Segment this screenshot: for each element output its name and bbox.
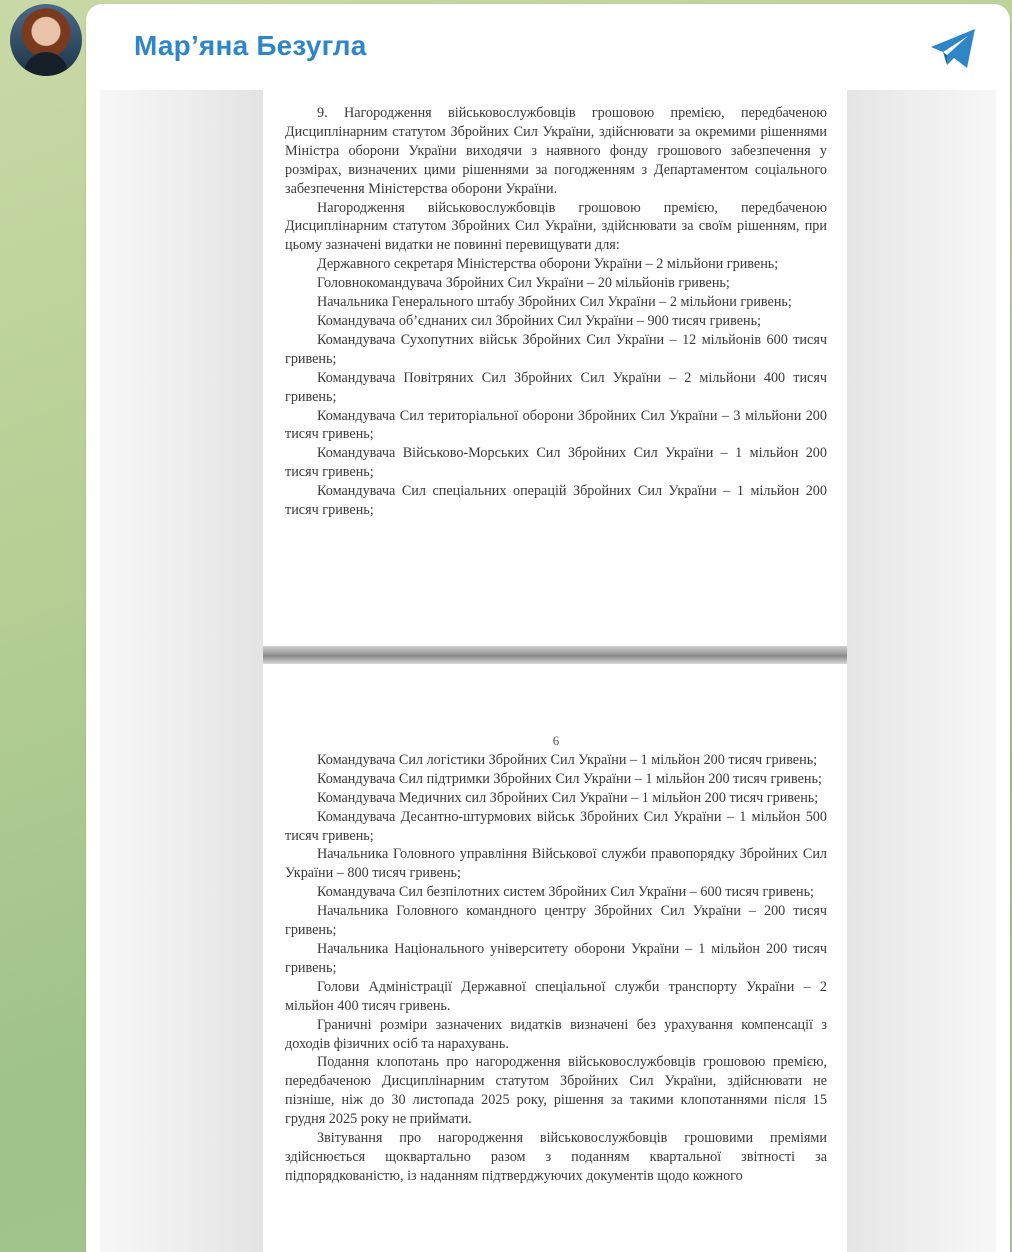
doc-paragraph: Начальника Головного командного центру Збройних Сил України – 200 тисяч гривень; xyxy=(285,903,827,939)
message-header xyxy=(86,4,1010,90)
doc-paragraph: 9. Нагородження військовослужбовців грошовою премією, передбаченою Дисциплінарним статутом Збройних Сил України, здійснювати за окремими рішеннями Міністра оборони України виходячи з наявного фонду грошового забезпечення у розмірах, визначених цими рішеннями за погодженням з Департаментом соціального забезпечення Міністерства оборони України. xyxy=(285,105,827,197)
doc-paragraph: Державного секретаря Міністерства оборони України – 2 мільйони гривень; xyxy=(317,256,779,273)
doc-paragraph: Командувача Сил спеціальних операцій Збройних Сил України – 1 мільйон 200 тисяч гривень; xyxy=(285,483,827,519)
doc-paragraph: Командувача Сил логістики Збройних Сил України – 1 мільйон 200 тисяч гривень; xyxy=(317,751,818,768)
doc-paragraph: Командувача Сил підтримки Збройних Сил України – 1 мільйон 200 тисяч гривень; xyxy=(317,770,822,787)
doc-paragraph: Звітування про нагородження військовослужбовців грошовими преміями здійснюється щоквартально разом з поданням квартальної звітності за підпорядкованістю, із наданням підтверджуючих документів щодо кожного xyxy=(285,1130,827,1184)
photo-blur-left xyxy=(100,90,264,1252)
doc-paragraph: Командувача Повітряних Сил Збройних Сил України – 2 мільйони 400 тисяч гривень; xyxy=(285,369,827,405)
photo-blur-right xyxy=(832,90,996,1252)
doc-paragraph: Командувача об’єднаних сил Збройних Сил України – 900 тисяч гривень; xyxy=(317,312,762,329)
channel-avatar[interactable] xyxy=(10,4,82,76)
doc-paragraph: Командувача Медичних сил Збройних Сил України – 1 мільйон 200 тисяч гривень; xyxy=(317,789,819,806)
doc-paragraph: Граничні розміри зазначених видатків визначені без урахування компенсації з доходів фізичних осіб та нарахувань. xyxy=(285,1016,827,1052)
doc-paragraph: Командувача Сил безпілотних систем Збройних Сил України – 600 тисяч гривень; xyxy=(317,884,814,901)
doc-paragraph: Командувача Військово-Морських Сил Збройних Сил України – 1 мільйон 200 тисяч гривень; xyxy=(285,445,827,481)
channel-name[interactable]: Мар’яна Безугла xyxy=(134,30,367,61)
document-photo[interactable] xyxy=(100,90,996,1252)
avatar-figure xyxy=(24,52,68,76)
doc-paragraph: Голови Адміністрації Державної спеціальної служби транспорту України – 2 мільйон 400 тисяч гривень. xyxy=(285,978,827,1014)
doc-paragraph: Командувача Десантно-штурмових військ Збройних Сил України – 1 мільйон 500 тисяч гривень; xyxy=(285,808,827,844)
doc-paragraph: Головнокомандувача Збройних Сил України – 20 мільйонів гривень; xyxy=(317,275,730,292)
page-seam xyxy=(263,646,847,664)
document-page-2 xyxy=(263,664,847,1252)
telegram-icon[interactable] xyxy=(928,26,980,72)
doc-paragraph: Подання клопотань про нагородження військовослужбовців грошовою премією, передбаченою Дисциплінарним статутом Збройних Сил України, здійснювати не пізніше, ніж до 30 листопада 2025 року, рішення за такими клопотаннями після 15 грудня 2025 року не приймати. xyxy=(285,1054,827,1128)
doc-paragraph: Командувача Сил територіальної оборони Збройних Сил України – 3 мільйони 200 тисяч гривень; xyxy=(285,407,827,443)
page-number: 6 xyxy=(552,733,560,748)
doc-paragraph: Начальника Генерального штабу Збройних Сил України – 2 мільйони гривень; xyxy=(317,294,792,311)
doc-paragraph: Начальника Національного університету оборони України – 1 мільйон 200 тисяч гривень; xyxy=(285,940,827,976)
doc-paragraph: Начальника Головного управління Військової служби правопорядку Збройних Сил України – 800 тисяч гривень; xyxy=(285,846,827,882)
doc-paragraph: Командувача Сухопутних військ Збройних Сил України – 12 мільйонів 600 тисяч гривень; xyxy=(285,331,827,367)
document-page-1 xyxy=(263,90,847,646)
doc-paragraph: Нагородження військовослужбовців грошовою премією, передбаченою Дисциплінарним статутом Збройних Сил України, здійснювати за своїм рішенням, при цьому зазначені видатки не повинні перевищувати для: xyxy=(285,199,827,254)
message-card xyxy=(86,4,1010,1252)
